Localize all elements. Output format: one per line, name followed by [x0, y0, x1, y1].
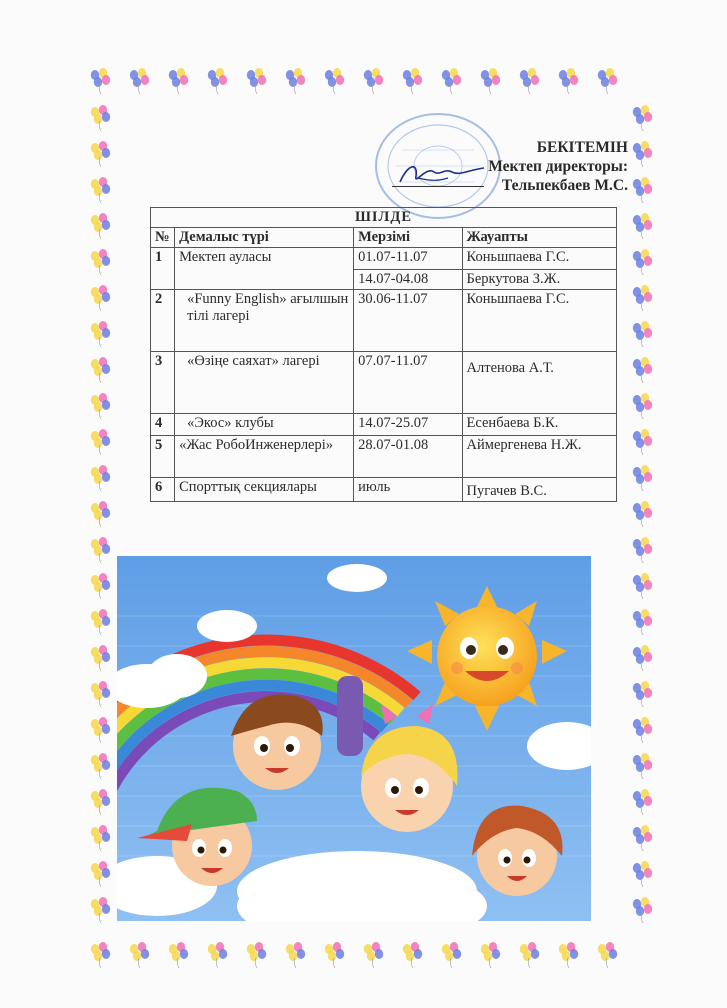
balloon-cluster-icon	[91, 68, 110, 94]
month-row	[151, 208, 617, 228]
balloon-cluster-icon	[633, 825, 652, 851]
balloon-cluster-icon	[364, 68, 383, 94]
row-activity: «Экос» клубы	[175, 414, 354, 436]
row-responsible: Беркутова З.Ж.	[462, 270, 616, 290]
balloon-cluster-icon	[633, 717, 652, 743]
balloon-cluster-icon	[633, 753, 652, 779]
row-responsible: Есенбаева Б.К.	[462, 414, 616, 436]
row-date: 14.07-25.07	[354, 414, 462, 436]
table-row	[151, 414, 617, 436]
balloon-cluster-icon	[633, 465, 652, 491]
balloon-cluster-icon	[91, 825, 110, 851]
balloon-cluster-icon	[633, 681, 652, 707]
balloon-cluster-icon	[91, 357, 110, 383]
balloon-cluster-icon	[633, 285, 652, 311]
approval-name: Тельпекбаев М.С.	[501, 177, 628, 194]
balloon-cluster-icon	[633, 141, 652, 167]
balloon-cluster-icon	[91, 249, 110, 275]
balloon-cluster-icon	[633, 861, 652, 887]
row-responsible: Аймергенева Н.Ж.	[462, 436, 616, 478]
approval-block	[380, 138, 628, 195]
row-activity: «Өзіңе саяхат» лагері	[175, 352, 354, 414]
month-title: ШІЛДЕ	[151, 208, 617, 228]
balloon-cluster-icon	[286, 942, 305, 968]
balloon-cluster-icon	[633, 537, 652, 563]
row-activity: Мектеп ауласы	[175, 248, 354, 290]
balloon-cluster-icon	[91, 753, 110, 779]
header-activity: Демалыс түрі	[175, 228, 354, 248]
balloon-cluster-icon	[598, 942, 617, 968]
balloon-cluster-icon	[91, 465, 110, 491]
balloon-cluster-icon	[91, 501, 110, 527]
balloon-cluster-icon	[633, 177, 652, 203]
balloon-cluster-icon	[633, 105, 652, 131]
balloon-cluster-icon	[169, 942, 188, 968]
table-row	[151, 352, 617, 414]
approval-title: БЕКІТЕМІН	[536, 139, 628, 156]
row-num: 3	[151, 352, 175, 414]
balloon-cluster-icon	[442, 68, 461, 94]
balloon-cluster-icon	[481, 68, 500, 94]
row-date: 30.06-11.07	[354, 290, 462, 352]
balloon-cluster-icon	[633, 249, 652, 275]
table-row	[151, 478, 617, 502]
header-row	[151, 228, 617, 248]
balloon-cluster-icon	[91, 105, 110, 131]
balloon-cluster-icon	[286, 68, 305, 94]
table-row	[151, 436, 617, 478]
approval-position: Мектеп директоры:	[488, 158, 628, 175]
balloon-cluster-icon	[559, 942, 578, 968]
row-num: 1	[151, 248, 175, 290]
balloon-cluster-icon	[633, 609, 652, 635]
row-responsible: Пугачев В.С.	[462, 478, 616, 502]
balloon-cluster-icon	[442, 942, 461, 968]
kids-rainbow-illustration	[117, 556, 591, 921]
balloon-cluster-icon	[91, 537, 110, 563]
balloon-cluster-icon	[208, 68, 227, 94]
header-date: Мерзімі	[354, 228, 462, 248]
balloon-cluster-icon	[91, 213, 110, 239]
balloon-cluster-icon	[633, 357, 652, 383]
row-responsible: Коньшпаева Г.С.	[462, 290, 616, 352]
balloon-cluster-icon	[403, 942, 422, 968]
table-row	[151, 290, 617, 352]
balloon-cluster-icon	[520, 942, 539, 968]
row-num: 6	[151, 478, 175, 502]
balloon-cluster-icon	[91, 141, 110, 167]
balloon-cluster-icon	[130, 68, 149, 94]
balloon-cluster-icon	[91, 645, 110, 671]
balloon-cluster-icon	[91, 789, 110, 815]
row-num: 2	[151, 290, 175, 352]
balloon-cluster-icon	[91, 861, 110, 887]
balloon-cluster-icon	[91, 429, 110, 455]
row-date: 28.07-01.08	[354, 436, 462, 478]
balloon-cluster-icon	[481, 942, 500, 968]
balloon-cluster-icon	[91, 609, 110, 635]
balloon-cluster-icon	[633, 897, 652, 923]
table-row	[151, 248, 617, 270]
balloon-cluster-icon	[633, 789, 652, 815]
balloon-cluster-icon	[91, 321, 110, 347]
balloon-cluster-icon	[325, 942, 344, 968]
balloon-cluster-icon	[520, 68, 539, 94]
balloon-cluster-icon	[559, 68, 578, 94]
balloon-cluster-icon	[364, 942, 383, 968]
balloon-cluster-icon	[91, 177, 110, 203]
balloon-cluster-icon	[91, 285, 110, 311]
row-activity: «Жас РобоИнженерлері»	[175, 436, 354, 478]
balloon-cluster-icon	[247, 68, 266, 94]
balloon-cluster-icon	[633, 393, 652, 419]
row-activity: Спорттық секциялары	[175, 478, 354, 502]
balloon-cluster-icon	[325, 68, 344, 94]
row-responsible: Коньшпаева Г.С.	[462, 248, 616, 270]
row-date: 14.07-04.08	[354, 270, 462, 290]
balloon-cluster-icon	[633, 321, 652, 347]
balloon-cluster-icon	[598, 68, 617, 94]
balloon-cluster-icon	[633, 429, 652, 455]
row-num: 4	[151, 414, 175, 436]
balloon-cluster-icon	[91, 393, 110, 419]
balloon-cluster-icon	[130, 942, 149, 968]
row-date: июль	[354, 478, 462, 502]
balloon-cluster-icon	[208, 942, 227, 968]
row-num: 5	[151, 436, 175, 478]
balloon-cluster-icon	[91, 573, 110, 599]
row-activity: «Funny English» ағылшын тілі лагері	[175, 290, 354, 352]
balloon-cluster-icon	[169, 68, 188, 94]
balloon-cluster-icon	[91, 897, 110, 923]
balloon-cluster-icon	[633, 501, 652, 527]
row-date: 01.07-11.07	[354, 248, 462, 270]
header-responsible: Жауапты	[462, 228, 616, 248]
schedule-table	[150, 207, 617, 502]
row-responsible: Алтенова А.Т.	[462, 352, 616, 414]
row-date: 07.07-11.07	[354, 352, 462, 414]
balloon-cluster-icon	[91, 717, 110, 743]
balloon-cluster-icon	[403, 68, 422, 94]
header-num: №	[151, 228, 175, 248]
balloon-cluster-icon	[91, 681, 110, 707]
balloon-cluster-icon	[91, 942, 110, 968]
balloon-cluster-icon	[247, 942, 266, 968]
balloon-cluster-icon	[633, 573, 652, 599]
balloon-cluster-icon	[633, 645, 652, 671]
balloon-cluster-icon	[633, 213, 652, 239]
